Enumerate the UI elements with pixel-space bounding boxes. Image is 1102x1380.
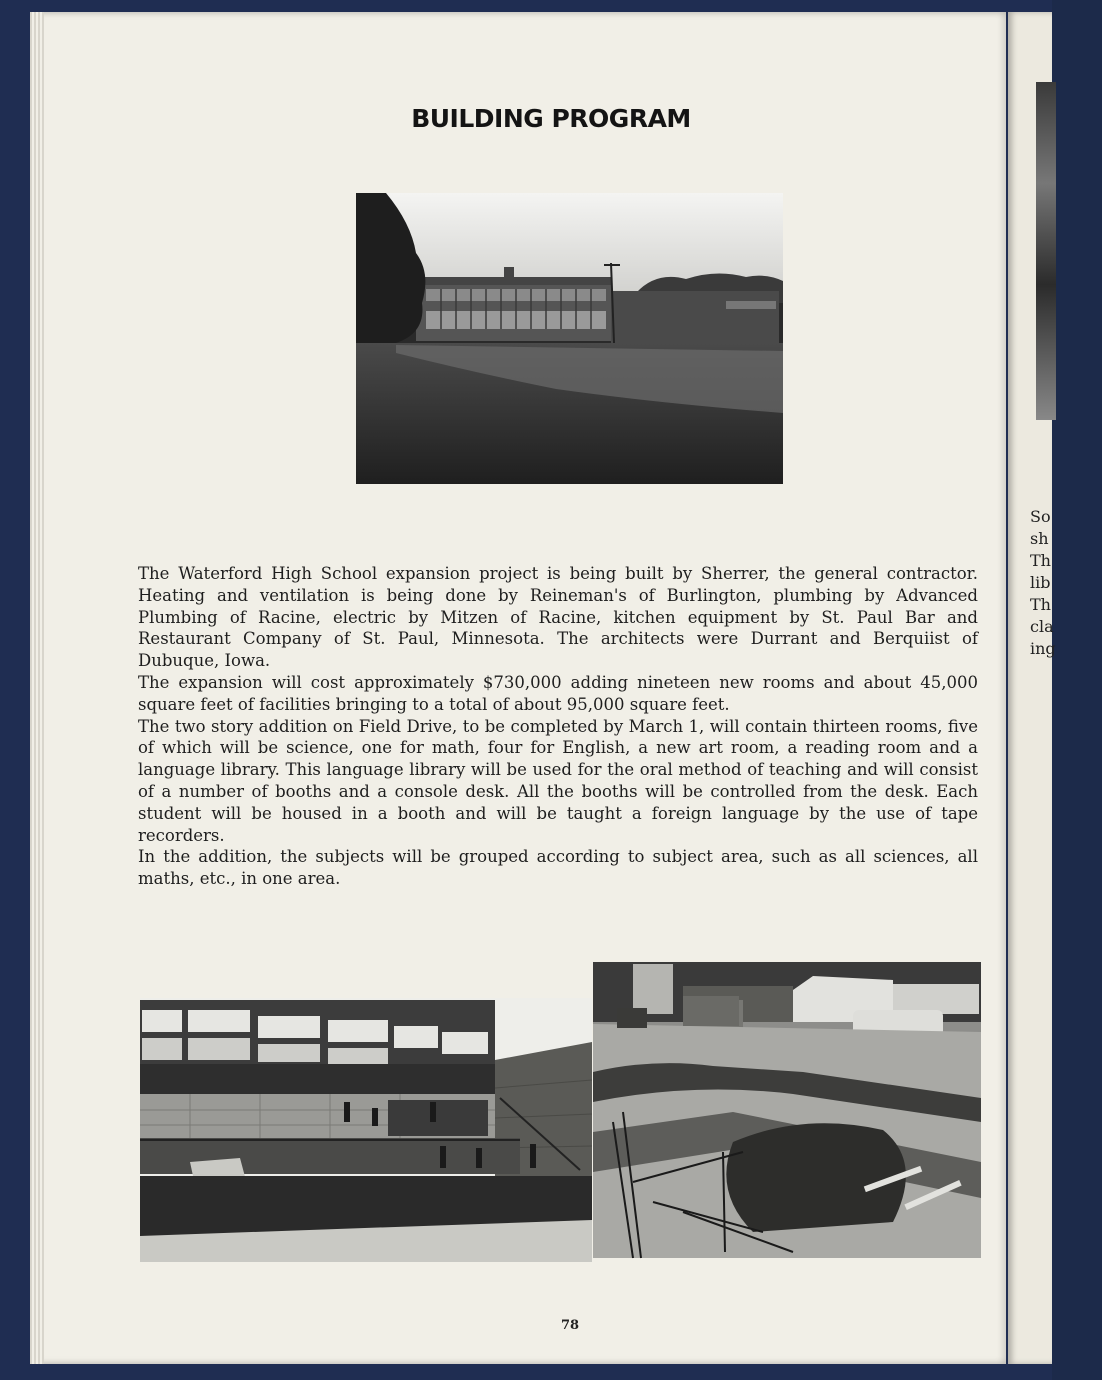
article-paragraph: The two story addition on Field Drive, to be completed by March 1, will contain thirteen rooms, five of which will be science, one for math, four for English, a new art room, a reading room and a language library. This language library will be used for the oral method of teaching and will consist of a number of booths and a console desk. All the booths will be controlled from the desk. Each student will be housed in a booth and will be taught a foreign language by the use of tape recorders. (138, 716, 978, 845)
facing-page-text: So sh Th lib Th cla ing (1030, 507, 1056, 658)
article-paragraph: The expansion will cost approximately $730,000 adding nineteen new rooms and about 45,000 square feet of facilities bringing to a total of about 95,000 square feet. (138, 672, 978, 714)
photo-construction-addition (140, 998, 592, 1262)
page-stack-edge (30, 12, 44, 1364)
article-paragraph: In the addition, the subjects will be grouped according to subject area, such as all sciences, all maths, etc., in one area. (138, 847, 978, 889)
photo-school-building (356, 193, 783, 484)
facing-page (1008, 12, 1056, 1364)
article-paragraph: The Waterford High School expansion project is being built by Sherrer, the general contractor. Heating and ventilation is being done by Reineman's of Burlington, plumbing by Advanced Plumbing of Racine, electric by Mitzen of Racine, kitchen equipment by St. Paul Bar and Restaurant Company of St. Paul, Minnesota. The architects were Durrant and Berquiist of Dubuque, Iowa. (138, 564, 978, 671)
article-body (138, 563, 978, 890)
page-number: 78 (560, 1318, 580, 1333)
page-title: BUILDING PROGRAM (411, 104, 691, 133)
photo-foundation-excavation (593, 962, 981, 1258)
